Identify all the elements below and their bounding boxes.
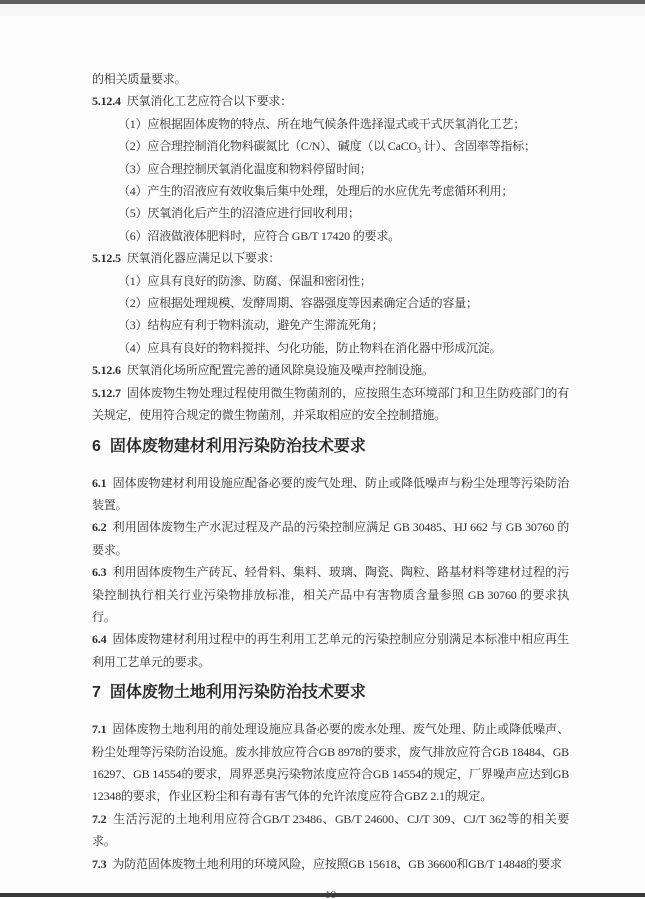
clause-text: 厌氧消化场所应配置完善的通风除臭设施及噪声控制设施。 [126, 363, 434, 378]
clause-text: 为防范固体废物土地利用的环境风险，应按照GB 15618、GB 36600和GB/T 14848的要求 [112, 856, 562, 871]
list-item-1: （1）应具有良好的防渗、防腐、保温和密闭性； [118, 273, 372, 288]
clause-number: 5.12.5 [92, 251, 121, 266]
clause-number: 5.12.7 [92, 385, 121, 400]
clause-5-12-7 [92, 382, 569, 427]
clause-text: 利用固体废物生产水泥过程及产品的污染控制应满足 GB 30485、HJ 662 与 GB 30760 的要求。 [92, 520, 569, 557]
clause-6-2 [92, 516, 569, 561]
clause-text: 固体废物建材利用设施应配备必要的废气处理、防止或降低噪声与粉尘处理等污染防治装置。 [92, 475, 569, 512]
clause-7-1 [92, 718, 569, 808]
list-item-5: （5）厌氧消化后产生的沼渣应进行回收利用； [118, 206, 360, 221]
clause-7-3 [92, 853, 569, 875]
clause-5-12-6 [92, 359, 569, 381]
list-item-2: （2）应根据处理规模、发酵周期、容器强度等因素确定合适的容量； [118, 296, 478, 311]
list-item-3: （3）应合理控制厌氧消化温度和物料停留时间； [118, 161, 372, 176]
clause-text: 生活污泥的土地利用应符合GB/T 23486、GB/T 24600、CJ/T 309、CJ/T 362等的相关要求。 [92, 811, 569, 849]
clause-5-12-5 [92, 247, 569, 269]
clause-number: 6.3 [92, 565, 107, 580]
list-item-1: （1）应根据固体废物的特点、所在地气候条件选择湿式或干式厌氧消化工艺； [118, 116, 526, 131]
list-item-4: （4）产生的沼液应有效收集后集中处理，处理后的水应优先考虑循环利用； [118, 184, 514, 199]
section-number: 7 [92, 684, 101, 702]
clause-5-12-4 [92, 90, 569, 112]
list-item-4: （4）应具有良好的物料搅拌、匀化功能，防止物料在消化器中形成沉淀。 [118, 340, 502, 355]
list-item-3: （3）结构应有利于物料流动，避免产生滞流死角； [118, 318, 384, 333]
clause-text: 厌氧消化器应满足以下要求： [126, 251, 281, 266]
continuation-paragraph: 的相关质量要求。 [92, 72, 187, 86]
clause-text: 固体废物建材利用过程中的再生利用工艺单元的污染控制应分别满足本标准中相应再生利用工艺单元的要求。 [92, 632, 569, 669]
list-item-6: （6）沼液做液体肥料时，应符合 GB/T 17420 的要求。 [118, 228, 400, 243]
clause-7-2 [92, 808, 569, 853]
top-edge-band [0, 4, 645, 16]
clause-text: 固体废物生物处理过程使用微生物菌剂的，应按照生态环境部门和卫生防疫部门的有关规定，使用符合规定的微生物菌剂，并采取相应的安全控制措施。 [92, 385, 569, 423]
section-number: 6 [92, 437, 101, 455]
clause-number: 5.12.4 [92, 94, 121, 109]
clause-number: 6.1 [92, 475, 107, 490]
section-title: 固体废物建材利用污染防治技术要求 [109, 437, 366, 455]
clause-6-1 [92, 472, 569, 517]
clause-6-3 [92, 561, 569, 628]
clause-text: 固体废物土地利用的前处理设施应具备必要的废水处理、废气处理、防止或降低噪声、粉尘处理等污染防治设施。废水排放应符合GB 8978的要求，废气排放应符合GB 18484、GB 16297、GB 14554的要求，周界恶臭污染物浓度应符合GB 14554的规定，厂界噪声应达到GB 12348的要求，作业区粉尘和有毒有害气体的允许浓度应符合GBZ 2.1的规定。 [92, 722, 569, 804]
clause-6-4 [92, 628, 569, 673]
list-item-2: （2）应合理控制消化物料碳氮比（C/N）、碱度（以 CaCO₃ 计）、含固率等指标； [118, 139, 536, 154]
section-title: 固体废物土地利用污染防治技术要求 [109, 684, 366, 702]
clause-number: 7.1 [92, 722, 107, 737]
bottom-edge-bar [0, 893, 645, 897]
clause-text: 利用固体废物生产砖瓦、轻骨料、集料、玻璃、陶瓷、陶粒、路基材料等建材过程的污染控制执行相关行业污染物排放标准，相关产品中有害物质含量参照 GB 30760 的要求执行。 [92, 565, 569, 624]
clause-number: 7.3 [92, 856, 107, 871]
clause-number: 6.4 [92, 632, 107, 647]
section-6-heading [92, 435, 569, 459]
clause-number: 5.12.6 [92, 363, 121, 378]
clause-text: 厌氧消化工艺应符合以下要求： [126, 94, 293, 109]
section-7-heading [92, 681, 569, 705]
clause-number: 7.2 [92, 811, 107, 826]
clause-number: 6.2 [92, 520, 107, 535]
